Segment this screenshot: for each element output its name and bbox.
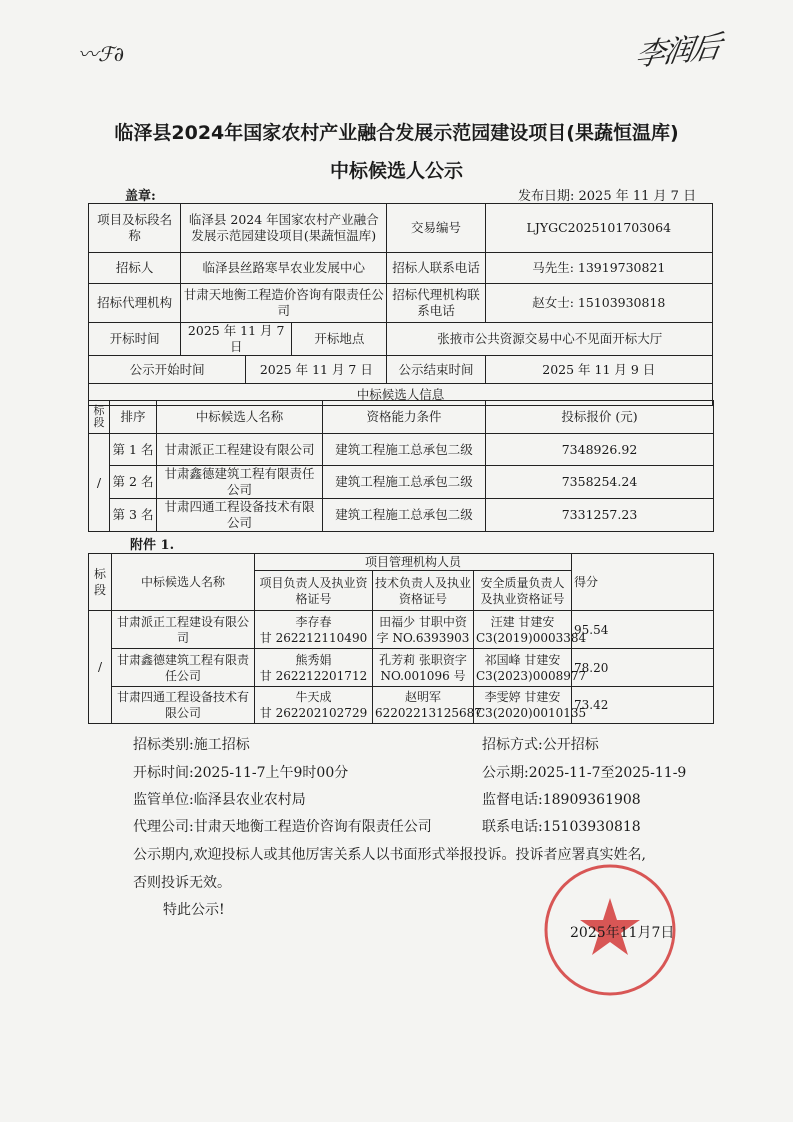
safety-name: 李雯婷 甘建安 — [484, 690, 561, 704]
candidates-table — [88, 400, 714, 532]
agency-label: 招标代理机构 — [89, 284, 181, 323]
pm-cell — [255, 611, 373, 649]
price: 7331257.23 — [486, 499, 714, 532]
tenderer-phone-label: 招标人联系电话 — [387, 253, 485, 284]
att-header-score: 得分 — [572, 554, 714, 611]
safety-cert: C3(2020)0010135 — [476, 706, 587, 720]
table-row — [89, 499, 714, 532]
tender-category: 招标类别:施工招标 — [133, 737, 250, 753]
candidate-name: 甘肃鑫德建筑工程有限责任公司 — [157, 466, 323, 499]
agency-phone: 联系电话:15103930818 — [482, 819, 641, 835]
att-header-tech: 技术负责人及执业资格证号 — [373, 571, 474, 611]
tech-cell: 田福少 甘职中资字 NO.6393903 — [373, 611, 474, 649]
header-qualification: 资格能力条件 — [323, 401, 486, 434]
project-label: 项目及标段名称 — [89, 204, 181, 253]
open-time-value: 2025 年 11 月 7 日 — [181, 323, 292, 356]
tenderer-value: 临泽县丝路寒旱农业发展中心 — [181, 253, 387, 284]
table-row — [89, 611, 714, 649]
candidate-name: 甘肃四通工程设备技术有限公司 — [157, 499, 323, 532]
section-cell: / — [89, 611, 112, 724]
header-name: 中标候选人名称 — [157, 401, 323, 434]
tenderer-phone-value: 马先生: 13919730821 — [485, 253, 712, 284]
tech-cell: 孔芳莉 张职资字 NO.001096 号 — [373, 649, 474, 687]
document-title: 临泽县2024年国家农村产业融合发展示范园建设项目(果蔬恒温库) — [114, 122, 679, 144]
header-section: 标段 — [89, 401, 110, 434]
att-header-section: 标段 — [89, 554, 112, 611]
candidate-name: 甘肃派正工程建设有限公司 — [112, 611, 255, 649]
price: 7348926.92 — [486, 434, 714, 466]
safety-cert: C3(2023)0008977 — [476, 668, 587, 683]
section-cell: / — [89, 434, 110, 532]
score: 73.42 — [572, 687, 714, 724]
tech-cell: 赵明军 62202213125687 — [373, 687, 474, 724]
pm-cert: 甘 262212110490 — [259, 630, 368, 645]
supervisor-phone: 监督电话:18909361908 — [482, 792, 641, 808]
signature-left: 〰ℱ∂ — [78, 42, 125, 66]
notice-end-label: 公示结束时间 — [387, 356, 485, 384]
open-place-label: 开标地点 — [292, 323, 387, 356]
project-info-table — [88, 203, 713, 406]
pm-cell — [255, 687, 373, 724]
open-place-value: 张掖市公共资源交易中心不见面开标大厅 — [387, 323, 713, 356]
qualification: 建筑工程施工总承包二级 — [323, 499, 486, 532]
pm-name: 熊秀娟 — [295, 652, 332, 667]
agency-phone-label: 招标代理机构联系电话 — [387, 284, 485, 323]
attachment-label: 附件 1. — [130, 538, 175, 553]
qualification: 建筑工程施工总承包二级 — [323, 466, 486, 499]
project-value: 临泽县 2024 年国家农村产业融合发展示范园建设项目(果蔬恒温库) — [181, 204, 387, 253]
signature-right: 李润后 — [632, 29, 723, 74]
rank: 第 3 名 — [110, 499, 157, 532]
att-header-group: 项目管理机构人员 — [255, 554, 572, 571]
closing-text: 特此公示! — [163, 902, 225, 918]
notice-period: 公示期:2025-11-7至2025-11-9 — [482, 765, 687, 781]
stamp-date: 2025年11月7日 — [570, 925, 675, 941]
candidates-header: 中标候选人信息 — [89, 384, 713, 406]
publish-date: 发布日期: 2025 年 11 月 7 日 — [518, 189, 697, 204]
complaint-notice: 公示期内,欢迎投标人或其他厉害关系人以书面形式举报投诉。投诉者应署真实姓名, — [133, 847, 646, 863]
tender-method: 招标方式:公开招标 — [482, 737, 599, 753]
att-header-safety: 安全质量负责人及执业资格证号 — [474, 571, 572, 611]
pm-cell — [255, 649, 373, 687]
safety-name: 祁国峰 甘建安 — [484, 652, 561, 667]
score: 95.54 — [572, 611, 714, 649]
complaint-notice-cont: 否则投诉无效。 — [133, 875, 231, 891]
safety-cell — [474, 611, 587, 649]
header-price: 投标报价 (元) — [486, 401, 714, 434]
qualification: 建筑工程施工总承包二级 — [323, 434, 486, 466]
agency-value: 甘肃天地衡工程造价咨询有限责任公司 — [181, 284, 387, 323]
supervisor: 监管单位:临泽县农业农村局 — [133, 792, 306, 808]
pm-cert: 甘 262202102729 — [259, 706, 368, 720]
trade-no-value: LJYGC2025101703064 — [485, 204, 712, 253]
attachment-table — [88, 553, 714, 724]
header-rank: 排序 — [110, 401, 157, 434]
tenderer-label: 招标人 — [89, 253, 181, 284]
candidate-name: 甘肃四通工程设备技术有限公司 — [112, 687, 255, 724]
pm-name: 李存春 — [295, 614, 332, 629]
seal-label: 盖章: — [125, 189, 156, 204]
table-row — [89, 466, 714, 499]
notice-start-label: 公示开始时间 — [89, 356, 246, 384]
pm-name: 牛天成 — [295, 690, 332, 704]
open-time-label: 开标时间 — [89, 323, 181, 356]
footer-open-time: 开标时间:2025-11-7上午9时00分 — [133, 765, 349, 781]
att-header-name: 中标候选人名称 — [112, 554, 255, 611]
notice-end-value: 2025 年 11 月 9 日 — [485, 356, 712, 384]
safety-cell — [474, 687, 587, 724]
trade-no-label: 交易编号 — [387, 204, 485, 253]
price: 7358254.24 — [486, 466, 714, 499]
document-subtitle: 中标候选人公示 — [329, 160, 463, 182]
score: 78.20 — [572, 649, 714, 687]
table-row — [89, 649, 714, 687]
rank: 第 2 名 — [110, 466, 157, 499]
pm-cert: 甘 262212201712 — [259, 668, 368, 683]
candidate-name: 甘肃派正工程建设有限公司 — [157, 434, 323, 466]
notice-start-value: 2025 年 11 月 7 日 — [246, 356, 387, 384]
safety-cell — [474, 649, 587, 687]
safety-name: 汪建 甘建安 — [490, 614, 555, 629]
att-header-pm: 项目负责人及执业资格证号 — [255, 571, 373, 611]
rank: 第 1 名 — [110, 434, 157, 466]
table-row — [89, 434, 714, 466]
candidate-name: 甘肃鑫德建筑工程有限责任公司 — [112, 649, 255, 687]
agency-company: 代理公司:甘肃天地衡工程造价咨询有限责任公司 — [133, 819, 432, 835]
agency-phone-value: 赵女士: 15103930818 — [485, 284, 712, 323]
table-row — [89, 687, 714, 724]
safety-cert: C3(2019)0003384 — [476, 630, 587, 645]
